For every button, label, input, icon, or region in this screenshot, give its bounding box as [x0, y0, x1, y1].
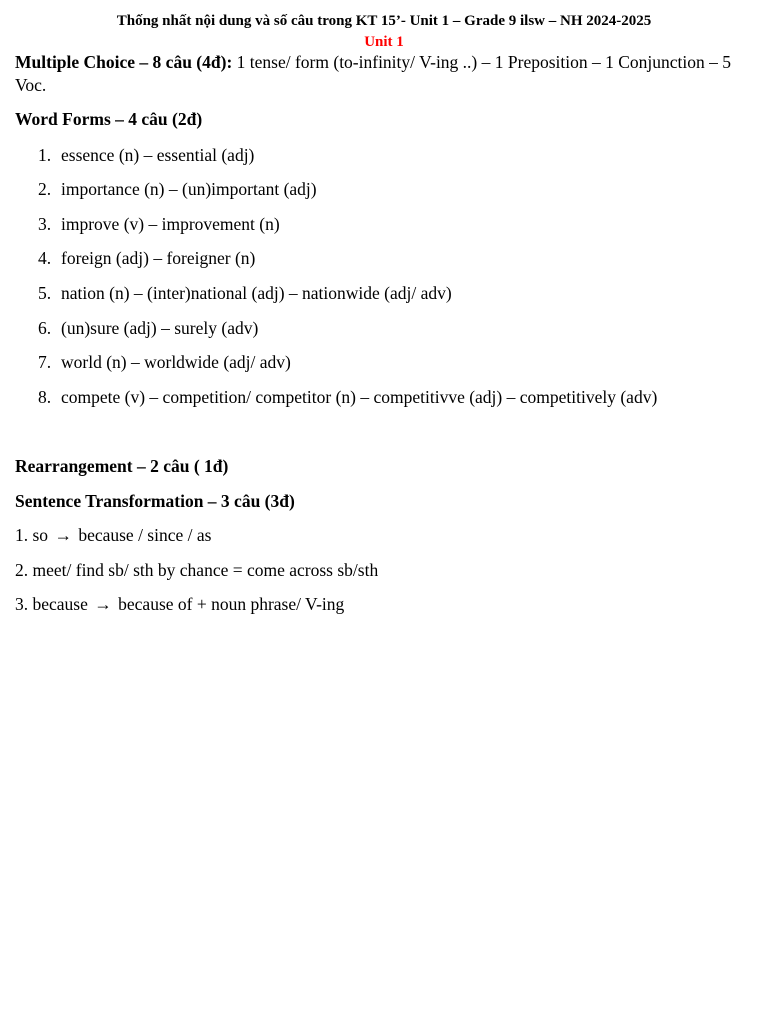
- list-text: foreign (adj) – foreigner (n): [61, 248, 256, 268]
- list-text: nation (n) – (inter)national (adj) – nationwide (adj/ adv): [61, 283, 452, 303]
- list-text: world (n) – worldwide (adj/ adv): [61, 352, 291, 372]
- list-item: [38, 282, 452, 304]
- transformation-after: because of + noun phrase/ V-ing: [113, 594, 345, 614]
- list-text: compete (v) – competition/ competitor (n) – competitivve (adj) – competitively (adv): [61, 387, 658, 407]
- list-number: 5.: [38, 283, 52, 303]
- transformation-item: [15, 593, 344, 615]
- multiple-choice-paragraph: [15, 51, 750, 97]
- list-number: 4.: [38, 248, 52, 268]
- right-arrow-icon: →: [54, 525, 72, 545]
- transformation-before: 3. because: [15, 594, 93, 614]
- right-arrow-icon: →: [94, 594, 112, 614]
- document-title: Thống nhất nội dung và số câu trong KT 15’- Unit 1 – Grade 9 ilsw – NH 2024-2025: [116, 13, 652, 29]
- transformation-before: 1. so: [15, 525, 53, 545]
- list-item: [38, 386, 657, 408]
- transformation-item: [15, 524, 211, 546]
- list-number: 1.: [38, 145, 52, 165]
- transformation-text: 2. meet/ find sb/ sth by chance = come across sb/sth: [15, 560, 379, 580]
- list-item: [38, 213, 280, 235]
- list-text: (un)sure (adj) – surely (adv): [61, 318, 259, 338]
- list-item: [38, 247, 255, 269]
- rearrangement-heading: Rearrangement – 2 câu ( 1đ): [15, 456, 229, 476]
- transformation-after: because / since / as: [73, 525, 212, 545]
- multiple-choice-text: 1 tense/ form (to-infinity/ V-ing ..) – 1 Preposition – 1 Conjunction – 5 Voc.: [15, 52, 732, 95]
- list-number: 3.: [38, 214, 52, 234]
- list-item: [38, 144, 254, 166]
- list-item: [38, 351, 291, 373]
- list-number: 8.: [38, 387, 52, 407]
- list-item: [38, 317, 258, 339]
- list-text: importance (n) – (un)important (adj): [61, 179, 317, 199]
- list-number: 2.: [38, 179, 52, 199]
- word-forms-heading: Word Forms – 4 câu (2đ): [15, 109, 203, 129]
- multiple-choice-label: Multiple Choice – 8 câu (4đ):: [15, 52, 233, 72]
- sentence-transformation-heading: Sentence Transformation – 3 câu (3đ): [15, 491, 295, 511]
- unit-subtitle: Unit 1: [364, 34, 404, 50]
- list-text: essence (n) – essential (adj): [61, 145, 255, 165]
- transformation-item: [15, 559, 378, 581]
- list-text: improve (v) – improvement (n): [61, 214, 280, 234]
- list-number: 6.: [38, 318, 52, 338]
- list-number: 7.: [38, 352, 52, 372]
- list-item: [38, 178, 317, 200]
